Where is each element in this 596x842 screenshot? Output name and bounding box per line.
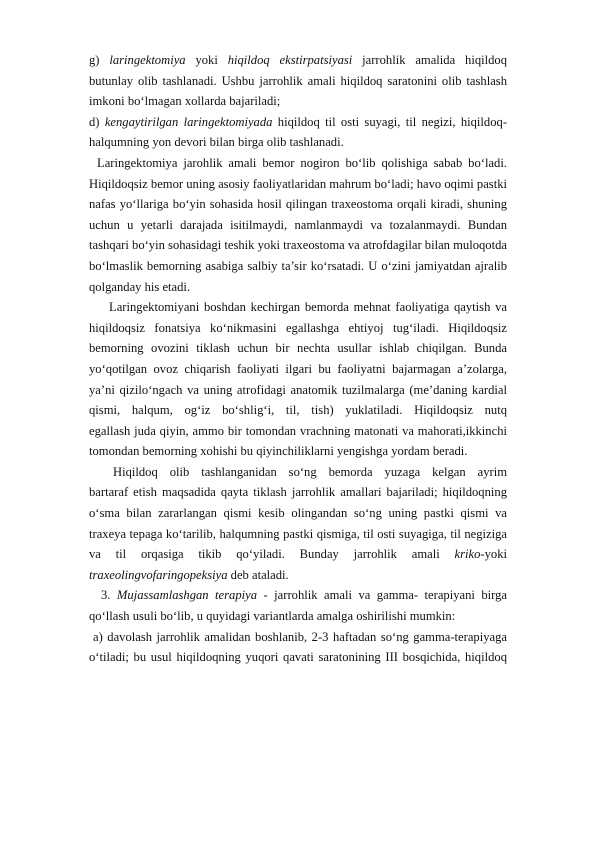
text-line: yo‘qotilgan ovoz chiqarish faoliyati ilgari bu faoliyatni bajarmagan a’zolarga, — [89, 361, 507, 376]
paragraph-first-line: Laringektomiya jarohlik amali bemor nogiron bo‘lib qolishiga sabab bo‘ladi. — [97, 155, 507, 170]
text-line: ya’ni qizilo‘ngach va uning atrofidagi anatomik tuzilmalarga (me’daning kardial — [89, 382, 507, 397]
paragraph-first-line: Hiqildoq olib tashlanganidan so‘ng bemorda yuzaga kelgan ayrim — [113, 464, 507, 479]
text-line: traxeolingvofaringopeksiya deb ataladi. — [89, 567, 289, 582]
text-line: nafas yo‘llariga bo‘yin sohasida hosil qilingan traxeostoma orqali kiradi, shuning — [89, 197, 507, 212]
text-line: halqumning yon devori bilan birga olib tashlanadi. — [89, 135, 344, 150]
text-line: butunlay olib tashlanadi. Ushbu jarrohlik amali hiqildoq saratonini olib tashlash — [89, 73, 507, 88]
text-line: tomondan bemorning xohishi bu qiyinchiliklarni yengishga yordam beradi. — [89, 444, 468, 459]
text-line: o‘tiladi; bu usul hiqildoqning yuqori qavati saratonining III bosqichida, hiqildoq — [89, 650, 507, 665]
text-line: d) kengaytirilgan laringektomiyada hiqildoq til osti suyagi, til negizi, hiqildoq- — [89, 114, 507, 129]
paragraph-first-line: Laringektomiyani boshdan kechirgan bemorda mehnat faoliyatiga qaytish va — [109, 300, 507, 315]
text-line: qo‘llash usuli bo‘lib, u quyidagi variantlarda amalga oshirilishi mumkin: — [89, 609, 456, 624]
text-line: qolganday his etadi. — [89, 279, 191, 294]
text-line: va til orqasiga tikib qo‘yiladi. Bunday jarrohlik amali kriko-yoki — [89, 547, 507, 562]
text-line: bo‘lmaslik bemorning asabiga salbiy ta’sir ko‘rsatadi. U o‘zini jamiyatdan ajralib — [89, 258, 507, 273]
text-line: bartaraf etish maqsadida qayta tiklash jarrohlik amallari bajariladi; hiqildoqning — [89, 485, 507, 500]
text-line: g) laringektomiya yoki hiqildoq ekstirpatsiyasi jarrohlik amalida hiqildoq — [89, 53, 507, 67]
paragraph-first-line: a) davolash jarrohlik amalidan boshlanib, 2-3 haftadan so‘ng gamma-terapiyaga — [93, 629, 507, 644]
text-line: hiqildoqsiz fonatsiya ko‘nikmasini egallashga ehtiyoj tug‘iladi. Hiqildoqsiz — [89, 320, 507, 335]
text-line: egallash juda qiyin, ammo bir tomondan vrachning matonati va mahorati,ikkinchi — [89, 423, 507, 438]
text-line: uchun u yetarli darajada isitilmaydi, namlanmaydi va tozalanmaydi. Bundan — [89, 217, 507, 232]
text-line: Hiqildoqsiz bemor uning asosiy faoliyatlaridan mahrum bo‘ladi; havo oqimi pastki — [89, 176, 507, 191]
document-page — [89, 50, 507, 668]
text-line: tashqari bo‘yin sohasidagi teshik yoki traxeostoma va atrofdagilar bilan muloqotda — [89, 238, 507, 253]
text-line: bemorning ovozini tiklash uchun bir nechta usullar ishlab chiqilgan. Bunda — [89, 341, 507, 356]
text-line: traxeya tepaga ko‘tarilib, halqumning pastki qismiga, til osti suyagiga, til negiziga — [89, 526, 507, 541]
text-line: o‘sma bilan zararlangan qismi kesib olingandan so‘ng uning pastki qismi va — [89, 506, 507, 521]
paragraph-first-line: 3. Mujassamlashgan terapiya - jarrohlik amali va gamma- terapiyani birga — [101, 588, 507, 603]
text-line: qismi, halqum, og‘iz bo‘shlig‘i, til, tish) yuklatiladi. Hiqildoqsiz nutq — [89, 403, 507, 418]
text-line: imkoni bo‘lmagan xollarda bajariladi; — [89, 94, 281, 109]
